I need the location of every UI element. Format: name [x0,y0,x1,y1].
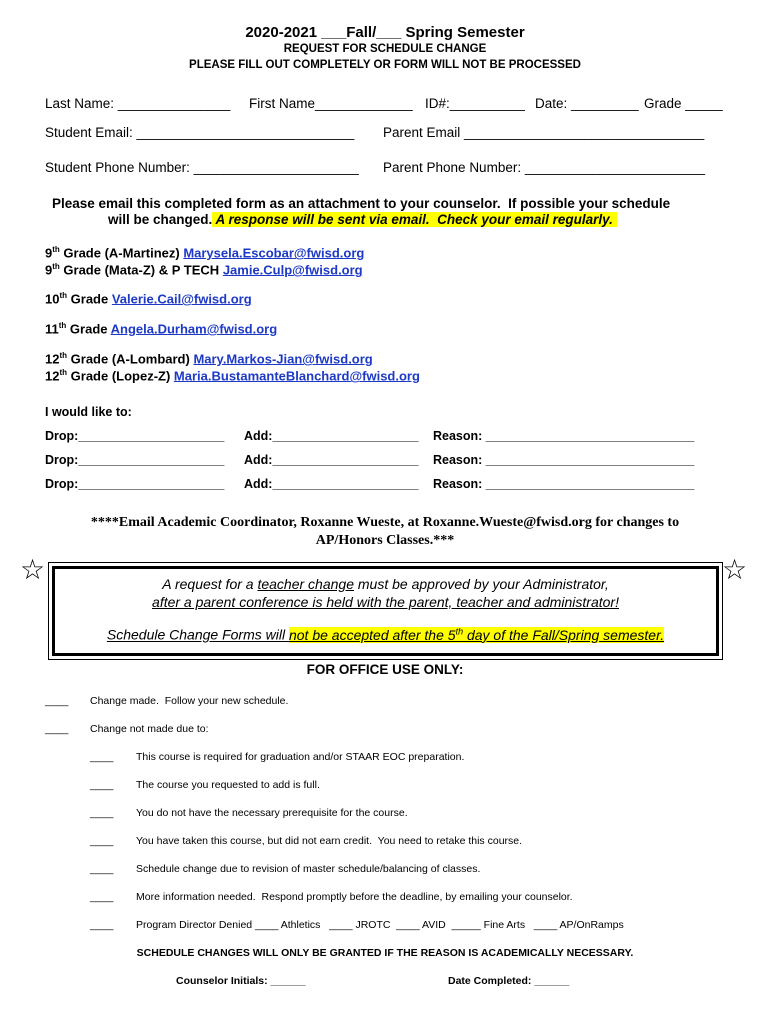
approval-line1 [55,576,716,592]
add-field[interactable]: Add:_____________________ [244,453,419,467]
deadline-highlight-text: day of the Fall/Spring semester. [463,626,665,643]
approval-line2: after a parent conference is held with the parent, teacher and administrator! [152,594,619,610]
checkbox-blank[interactable]: ____ [90,751,114,763]
reason-field[interactable]: Reason: ______________________________ [433,477,695,491]
approval-text: must be approved by your Administrator, [354,576,609,592]
student-phone-field[interactable]: Student Phone Number: ______________________ [45,160,359,175]
checkbox-blank[interactable]: ____ [90,779,114,791]
last-name-field[interactable]: Last Name: _______________ [45,96,231,111]
approval-notice-box [52,566,719,656]
deadline-highlight [289,627,664,643]
parent-phone-field[interactable]: Parent Phone Number: ________________________ [383,160,706,175]
office-use-heading: FOR OFFICE USE ONLY: [306,662,464,677]
grade-number: 11 [45,321,59,337]
checkbox-blank[interactable]: ____ [45,723,69,735]
grade-field[interactable]: Grade _____ [644,96,723,111]
email-notice-line2 [108,212,617,227]
counselor-email-link[interactable]: Valerie.Cail@fwisd.org [111,291,252,307]
academic-necessity-note: SCHEDULE CHANGES WILL ONLY BE GRANTED IF THE REASON IS ACADEMICALLY NECESSARY. [136,947,634,959]
grade-number: 9 [45,262,53,278]
contact-10 [45,291,252,306]
drop-field[interactable]: Drop:_____________________ [45,477,225,491]
checkbox-blank[interactable]: ____ [45,695,69,707]
counselor-email-link[interactable]: Mary.Markos-Jian@fwisd.org [193,351,373,367]
student-email-field[interactable]: Student Email: _____________________________ [45,125,355,140]
reason-item: Schedule change due to revision of master schedule/balancing of classes. [136,863,481,875]
grade-suffix: th [59,291,68,300]
contact-9-b [45,262,363,277]
counselor-email-link[interactable]: Jamie.Culp@fwisd.org [222,262,363,278]
notice-highlight: A response will be sent via email. Check your email regularly. [212,212,617,227]
deadline-highlight-text: not be accepted after the 5 [288,626,456,643]
counselor-email-link[interactable]: Marysela.Escobar@fwisd.org [183,245,365,261]
star-icon: ☆ [20,554,46,585]
grade-suffix: th [52,262,60,271]
deadline-text: Schedule Change Forms will [106,626,289,643]
form-title: 2020-2021 ___Fall/___ Spring Semester [245,24,525,41]
approval-text: A request for a [162,576,258,592]
star-icon: ☆ [722,554,748,585]
reason-field[interactable]: Reason: ______________________________ [433,429,695,443]
grade-suffix: th [58,321,67,330]
checkbox-blank[interactable]: ____ [90,891,114,903]
grade-label: Grade (A-Martinez) [59,245,184,261]
grade-suffix: th [59,368,68,377]
drop-field[interactable]: Drop:_____________________ [45,429,225,443]
checkbox-blank[interactable]: ____ [90,807,114,819]
reason-item: You do not have the necessary prerequisite for the course. [136,807,408,819]
grade-suffix: th [52,245,60,254]
first-name-field[interactable]: First Name_____________ [249,96,413,111]
grade-label: Grade (Lopez-Z) [67,368,174,384]
change-not-made-label: Change not made due to: [90,723,209,735]
grade-label: Grade (Mata-Z) & P TECH [59,262,223,278]
reason-item: The course you requested to add is full. [136,779,320,791]
contact-9-a [45,245,364,260]
change-made-label: Change made. Follow your new schedule. [90,695,289,707]
drop-field[interactable]: Drop:_____________________ [45,453,225,467]
form-warning: PLEASE FILL OUT COMPLETELY OR FORM WILL NOT BE PROCESSED [189,59,581,71]
grade-number: 12 [45,351,60,367]
contact-12-b [45,368,420,383]
coordinator-note-line2: AP/Honors Classes.*** [315,533,455,548]
reason-item: More information needed. Respond promptly before the deadline, by emailing your counselor. [136,891,573,903]
add-field[interactable]: Add:_____________________ [244,429,419,443]
notice-plain: will be changed. [108,212,213,227]
checkbox-blank[interactable]: ____ [90,863,114,875]
reason-item: This course is required for graduation and/or STAAR EOC preparation. [136,751,465,763]
id-field[interactable]: ID#:__________ [425,96,525,111]
contact-11 [45,321,277,336]
grade-label: Grade (A-Lombard) [67,351,194,367]
counselor-initials-field[interactable]: Counselor Initials: ______ [176,975,306,987]
grade-label: Grade [67,291,112,307]
form-subtitle: REQUEST FOR SCHEDULE CHANGE [283,43,487,55]
grade-number: 12 [45,368,60,384]
parent-email-field[interactable]: Parent Email ________________________________ [383,125,705,140]
grade-number: 10 [45,291,60,307]
deadline-suffix: th [455,626,464,636]
date-field[interactable]: Date: _________ [535,96,639,111]
reason-item: You have taken this course, but did not earn credit. You need to retake this course. [136,835,523,847]
date-completed-field[interactable]: Date Completed: ______ [448,975,570,987]
coordinator-note-line1: ****Email Academic Coordinator, Roxanne Wueste, at Roxanne.Wueste@fwisd.org for changes to [90,515,680,530]
counselor-email-link[interactable]: Angela.Durham@fwisd.org [110,321,278,337]
counselor-email-link[interactable]: Maria.BustamanteBlanchard@fwisd.org [173,368,420,384]
grade-suffix: th [59,351,68,360]
checkbox-blank[interactable]: ____ [90,919,114,931]
request-intro: I would like to: [45,405,132,419]
reason-field[interactable]: Reason: ______________________________ [433,453,695,467]
grade-number: 9 [45,245,53,261]
deadline-line [55,626,716,643]
add-field[interactable]: Add:_____________________ [244,477,419,491]
checkbox-blank[interactable]: ____ [90,835,114,847]
teacher-change-text: teacher change [257,576,354,592]
contact-12-a [45,351,373,366]
email-notice-line1: Please email this completed form as an attachment to your counselor. If possible your schedule [52,196,671,211]
reason-item-program: Program Director Denied ____ Athletics ____ JROTC ____ AVID _____ Fine Arts ____ AP/OnRamps [136,919,624,931]
grade-label: Grade [66,321,111,337]
